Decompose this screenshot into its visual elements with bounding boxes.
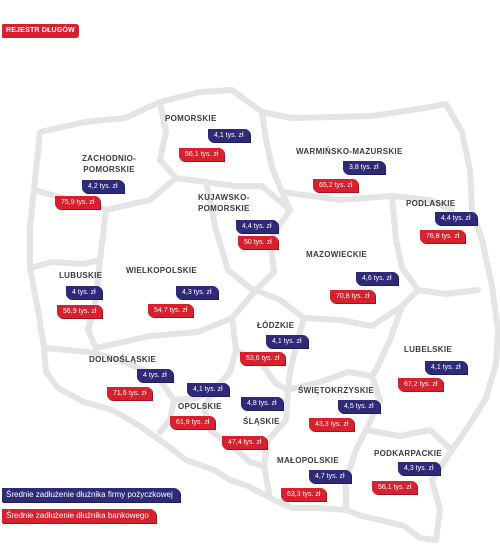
region-name-lodzkie: ŁÓDZKIE [257,321,295,330]
loan-value-mazowieckie: 4,6 tys. zł [356,272,398,285]
region-name-swietokrzyskie: ŚWIĘTOKRZYSKIE [298,386,375,395]
loan-value-dolnoslaskie: 4 tys. zł [137,369,173,382]
bank-value-lubuskie: 56,9 tys. zł [57,305,102,318]
loan-value-wielkopolskie: 4,3 tys. zł [176,286,218,299]
loan-value-pomorskie: 4,1 tys. zł [208,129,250,142]
region-name-dolnoslaskie: DOLNOŚLĄSKIE [89,355,157,364]
bank-value-mazowieckie: 70,8 tys. zł [330,290,375,303]
region-name-podkarpackie: PODKARPACKIE [374,449,442,458]
region-name-wielkopolskie: WIELKOPOLSKIE [126,266,198,275]
region-name-lubuskie: LUBUSKIE [59,271,103,280]
bank-value-slaskie: 47,4 tys. zł [222,436,267,449]
bank-value-lubelskie: 67,2 tys. zł [398,378,443,391]
loan-value-lodzkie: 4,1 tys. zł [266,335,308,348]
bank-value-lodzkie: 53,6 tys. zł [240,352,285,365]
loan-value-opolskie: 4,1 tys. zł [187,383,229,396]
bank-value-wielkopolskie: 54,7 tys. zł [148,304,193,317]
loan-value-malopolskie: 4,7 tys. zł [309,470,351,483]
loan-value-kujawsko-pomorskie: 4,4 tys. zł [236,220,278,233]
loan-value-slaskie: 4,8 tys. zł [241,397,283,410]
bank-value-kujawsko-pomorskie: 50 tys. zł [238,236,278,249]
bank-value-zachodniopomorskie: 75,9 tys. zł [55,196,100,209]
border-line [392,196,478,294]
region-name-slaskie: ŚLĄSKIE [243,417,280,426]
bank-value-podkarpackie: 56,1 tys. zł [372,481,417,494]
rejestr-dlugow-logo: REJESTR DŁUGÓW [2,24,79,38]
region-name-kujawsko-pomorskie: KUJAWSKO- POMORSKIE [198,193,250,213]
bank-value-pomorskie: 56,1 tys. zł [179,148,224,161]
border-line [204,318,236,430]
border-line [366,430,452,450]
bank-value-malopolskie: 63,3 tys. zł [281,488,326,501]
bank-value-swietokrzyskie: 43,3 tys. zł [309,418,354,431]
region-name-mazowieckie: MAZOWIECKIE [306,250,368,259]
loan-value-zachodniopomorskie: 4,2 tys. zł [82,180,124,193]
region-name-warminsko-mazurskie: WARMIŃSKO-MAZURSKIE [296,147,403,156]
region-name-lubelskie: LUBELSKIE [404,345,453,354]
region-name-zachodniopomorskie: ZACHODNIO- POMORSKIE [82,154,137,174]
legend-bank: Średnie zadłużenie dłużnika bankowego [2,509,156,523]
region-name-pomorskie: POMORSKIE [165,114,217,123]
region-name-podlaskie: PODLASKIE [406,199,456,208]
loan-value-swietokrzyskie: 4,5 tys. zł [338,400,380,413]
loan-value-podkarpackie: 4,3 tys. zł [398,462,440,475]
bank-value-podlaskie: 76,8 tys. zł [420,230,465,243]
legend-loan-company: Średnie zadłużenie dłużnika firmy pożyczkowej [2,488,180,502]
loan-value-podlaskie: 4,4 tys. zł [435,212,477,225]
loan-value-lubelskie: 4,1 tys. zł [425,361,467,374]
border-line [30,260,100,268]
region-name-malopolskie: MAŁOPOLSKIE [277,456,339,465]
loan-value-warminsko-mazurskie: 3,8 tys. zł [343,161,385,174]
bank-value-opolskie: 61,9 tys. zł [170,416,215,429]
region-name-opolskie: OPOLSKIE [178,402,222,411]
loan-value-lubuskie: 4 tys. zł [66,286,102,299]
bank-value-warminsko-mazurskie: 65,2 tys. zł [313,179,358,192]
bank-value-dolnoslaskie: 71,6 tys. zł [107,387,152,400]
